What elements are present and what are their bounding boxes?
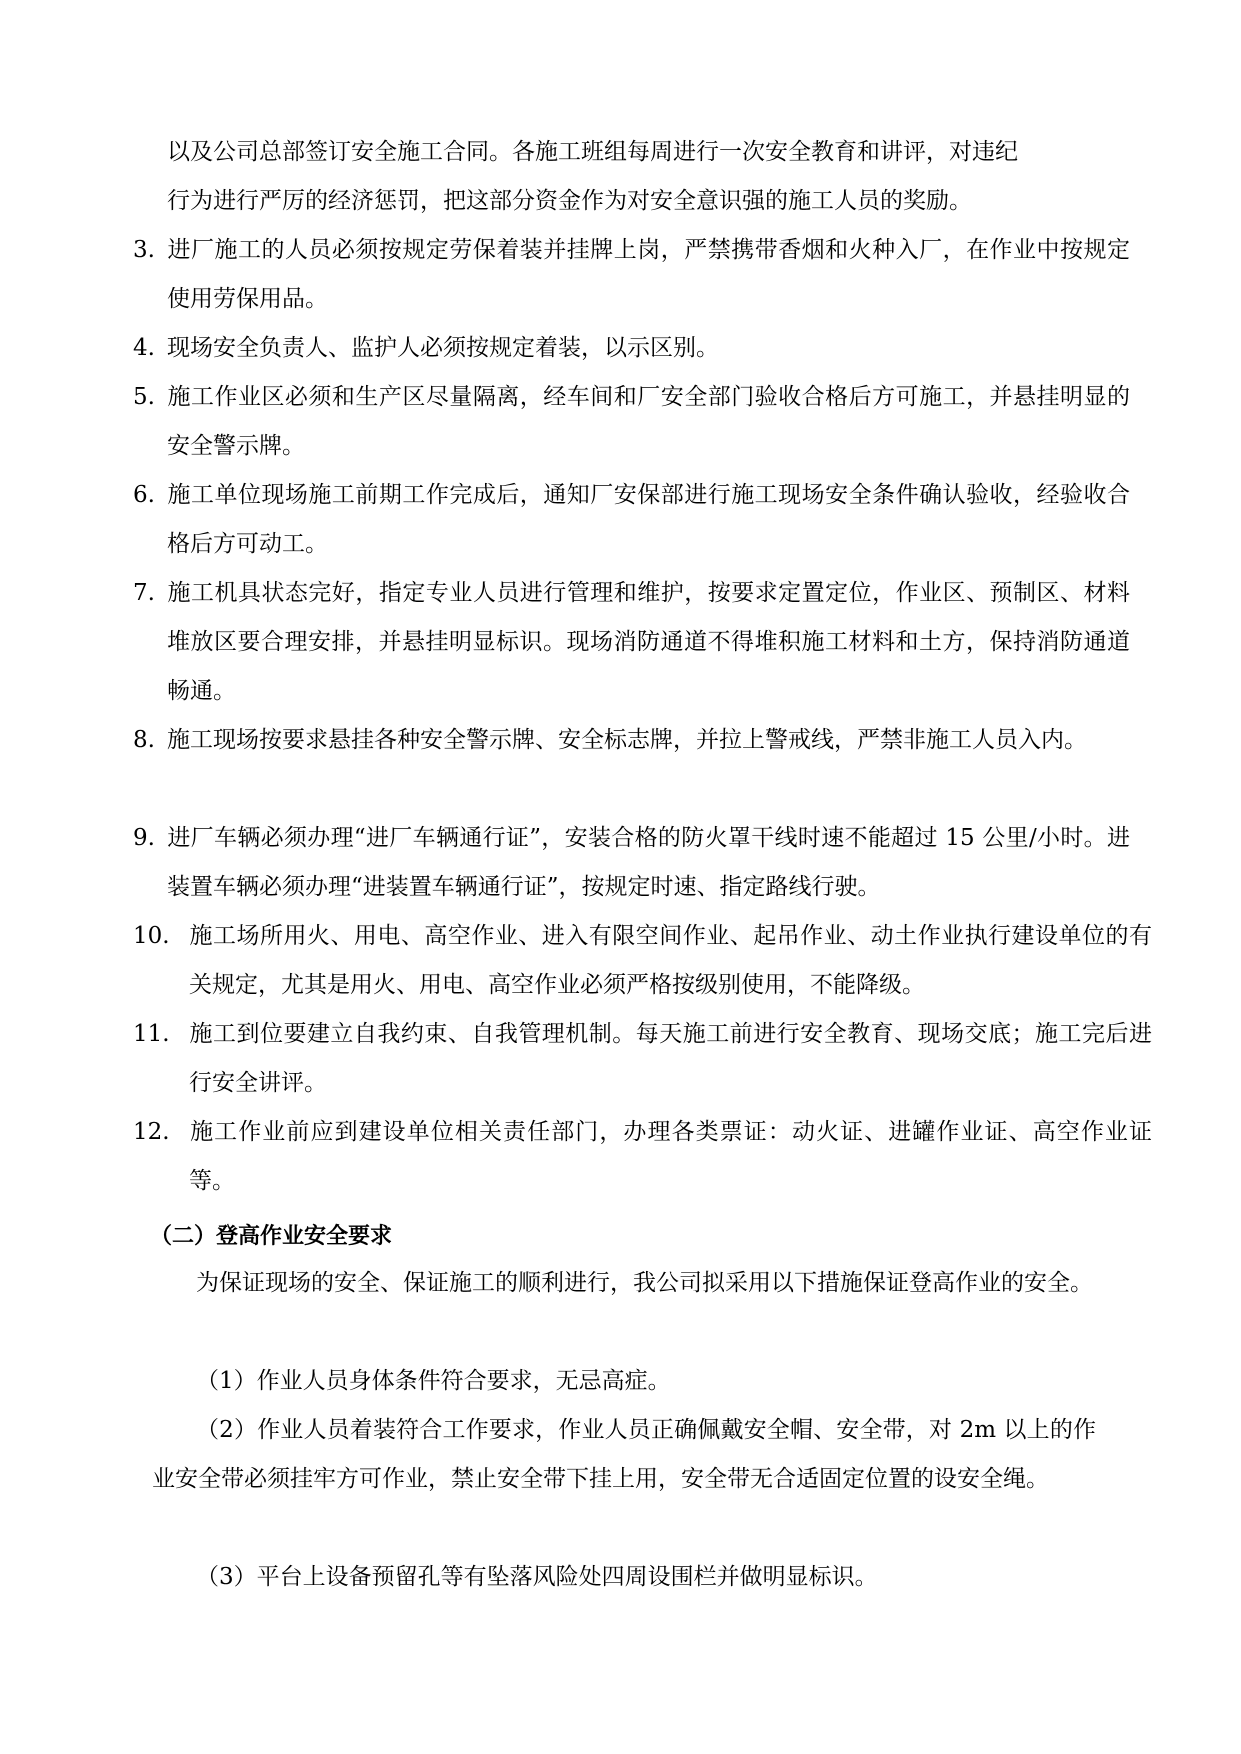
section-intro: 为保证现场的安全、保证施工的顺利进行，我公司拟采用以下措施保证登高作业的安全。: [196, 1270, 1093, 1296]
list-item-text: 施工场所用火、用电、高空作业、进入有限空间作业、起吊作业、动土作业执行建设单位的有关规定，尤其是用火、用电、高空作业必须严格按级别使用，不能降级。: [189, 923, 1152, 998]
section-point-1: （1）作业人员身体条件符合要求，无忌高症。: [196, 1368, 671, 1394]
list-item-number: 3.: [133, 237, 155, 263]
list-item-number: 7.: [133, 580, 155, 606]
section-point-2: （2）作业人员着装符合工作要求，作业人员正确佩戴安全帽、安全带，对 2m 以上的作业安全带必须挂牢方可作业，禁止安全带下挂上用，安全带无合适固定位置的设安全绳。: [152, 1417, 1096, 1492]
list-item-text: 施工到位要建立自我约束、自我管理机制。每天施工前进行安全教育、现场交底；施工完后进行安全讲评。: [189, 1021, 1152, 1096]
list-item-number: 9.: [133, 825, 155, 851]
list-item-text: 现场安全负责人、监护人必须按规定着装，以示区别。: [167, 335, 719, 361]
list-item: [133, 814, 1130, 912]
list-item-number: 8.: [133, 727, 155, 753]
list-item: [133, 912, 1152, 1010]
list-item: [133, 716, 1130, 765]
list-item: [133, 1010, 1152, 1108]
lead-line-1: 以及公司总部签订安全施工合同。各施工班组每周进行一次安全教育和讲评，对违纪: [167, 139, 1018, 165]
section-point-3: （3）平台上设备预留孔等有坠落风险处四周设围栏并做明显标识。: [196, 1564, 878, 1590]
list-item-number: 11.: [133, 1021, 170, 1047]
list-item-text: 施工机具状态完好，指定专业人员进行管理和维护，按要求定置定位，作业区、预制区、材料堆放区要合理安排，并悬挂明显标识。现场消防通道不得堆积施工材料和土方，保持消防通道畅通。: [167, 580, 1130, 704]
list-item-number: 4.: [133, 335, 155, 361]
list-item-text: 施工作业前应到建设单位相关责任部门，办理各类票证：动火证、进罐作业证、高空作业证等。: [189, 1119, 1152, 1194]
list-item: [133, 373, 1130, 471]
list-item-text: 施工现场按要求悬挂各种安全警示牌、安全标志牌，并拉上警戒线，严禁非施工人员入内。: [167, 727, 1087, 753]
list-item-number: 12.: [133, 1119, 170, 1145]
list-item-number: 6.: [133, 482, 155, 508]
list-item: [133, 1108, 1152, 1206]
list-item-number: 5.: [133, 384, 155, 410]
list-item-text: 进厂施工的人员必须按规定劳保着装并挂牌上岗，严禁携带香烟和火种入厂，在作业中按规定使用劳保用品。: [167, 237, 1130, 312]
list-item: [133, 471, 1130, 569]
list-item-text: 施工作业区必须和生产区尽量隔离，经车间和厂安全部门验收合格后方可施工，并悬挂明显的安全警示牌。: [167, 384, 1130, 459]
lead-line-2: 行为进行严厉的经济惩罚，把这部分资金作为对安全意识强的施工人员的奖励。: [167, 188, 972, 214]
list-item-text: 施工单位现场施工前期工作完成后，通知厂安保部进行施工现场安全条件确认验收，经验收合格后方可动工。: [167, 482, 1130, 557]
list-item-text: 进厂车辆必须办理“进厂车辆通行证”，安装合格的防火罩干线时速不能超过 15 公里/小时。进装置车辆必须办理“进装置车辆通行证”，按规定时速、指定路线行驶。: [167, 825, 1130, 900]
section-heading: （二）登高作业安全要求: [150, 1224, 393, 1249]
list-item: [133, 569, 1130, 716]
list-item-number: 10.: [133, 923, 170, 949]
list-item: [133, 324, 1130, 373]
list-item: [133, 226, 1130, 324]
